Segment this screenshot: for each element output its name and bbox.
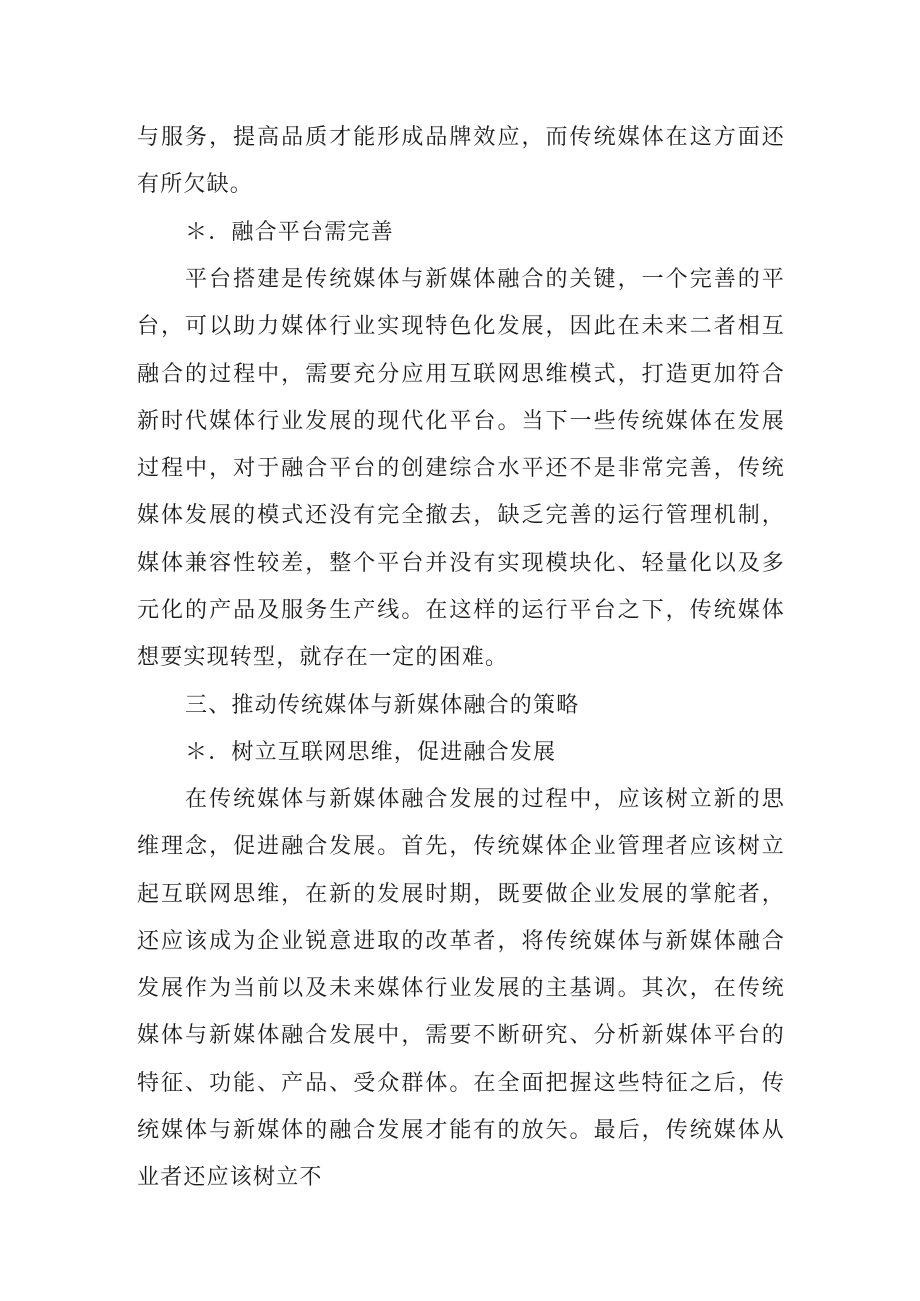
body-paragraph: 与服务，提高品质才能形成品牌效应，而传统媒体在这方面还有所欠缺。 <box>137 125 785 198</box>
section-heading: ＊．树立互联网思维，促进融合发展 <box>185 740 557 765</box>
body-paragraph: 平台搭建是传统媒体与新媒体融合的关键，一个完善的平台，可以助力媒体行业实现特色化发展，因此在未来二者相互融合的过程中，需要充分应用互联网思维模式，打造更加符合新时代媒体行业发展的现代化平台。当下一些传统媒体在发展过程中，对于融合平台的创建综合水平还不是非常完善，传统媒体发展的模式还没有完全撤去，缺乏完善的运行管理机制，媒体兼容性较差，整个平台并没有实现模块化、轻量化以及多元化的产品及服务生产线。在这样的运行平台之下，传统媒体想要实现转型，就存在一定的困难。 <box>137 267 785 671</box>
section-heading: ＊．融合平台需完善 <box>185 220 394 245</box>
body-paragraph: 在传统媒体与新媒体融合发展的过程中，应该树立新的思维理念，促进融合发展。首先，传统媒体企业管理者应该树立起互联网思维，在新的发展时期，既要做企业发展的掌舵者，还应该成为企业锐意进取的改革者，将传统媒体与新媒体融合发展作为当前以及未来媒体行业发展的主基调。其次，在传统媒体与新媒体融合发展中，需要不断研究、分析新媒体平台的特征、功能、产品、受众群体。在全面把握这些特征之后，传统媒体与新媒体的融合发展才能有的放矢。最后，传统媒体从业者还应该树立不 <box>137 787 785 1191</box>
chapter-heading: 三、推动传统媒体与新媒体融合的策略 <box>185 693 580 718</box>
